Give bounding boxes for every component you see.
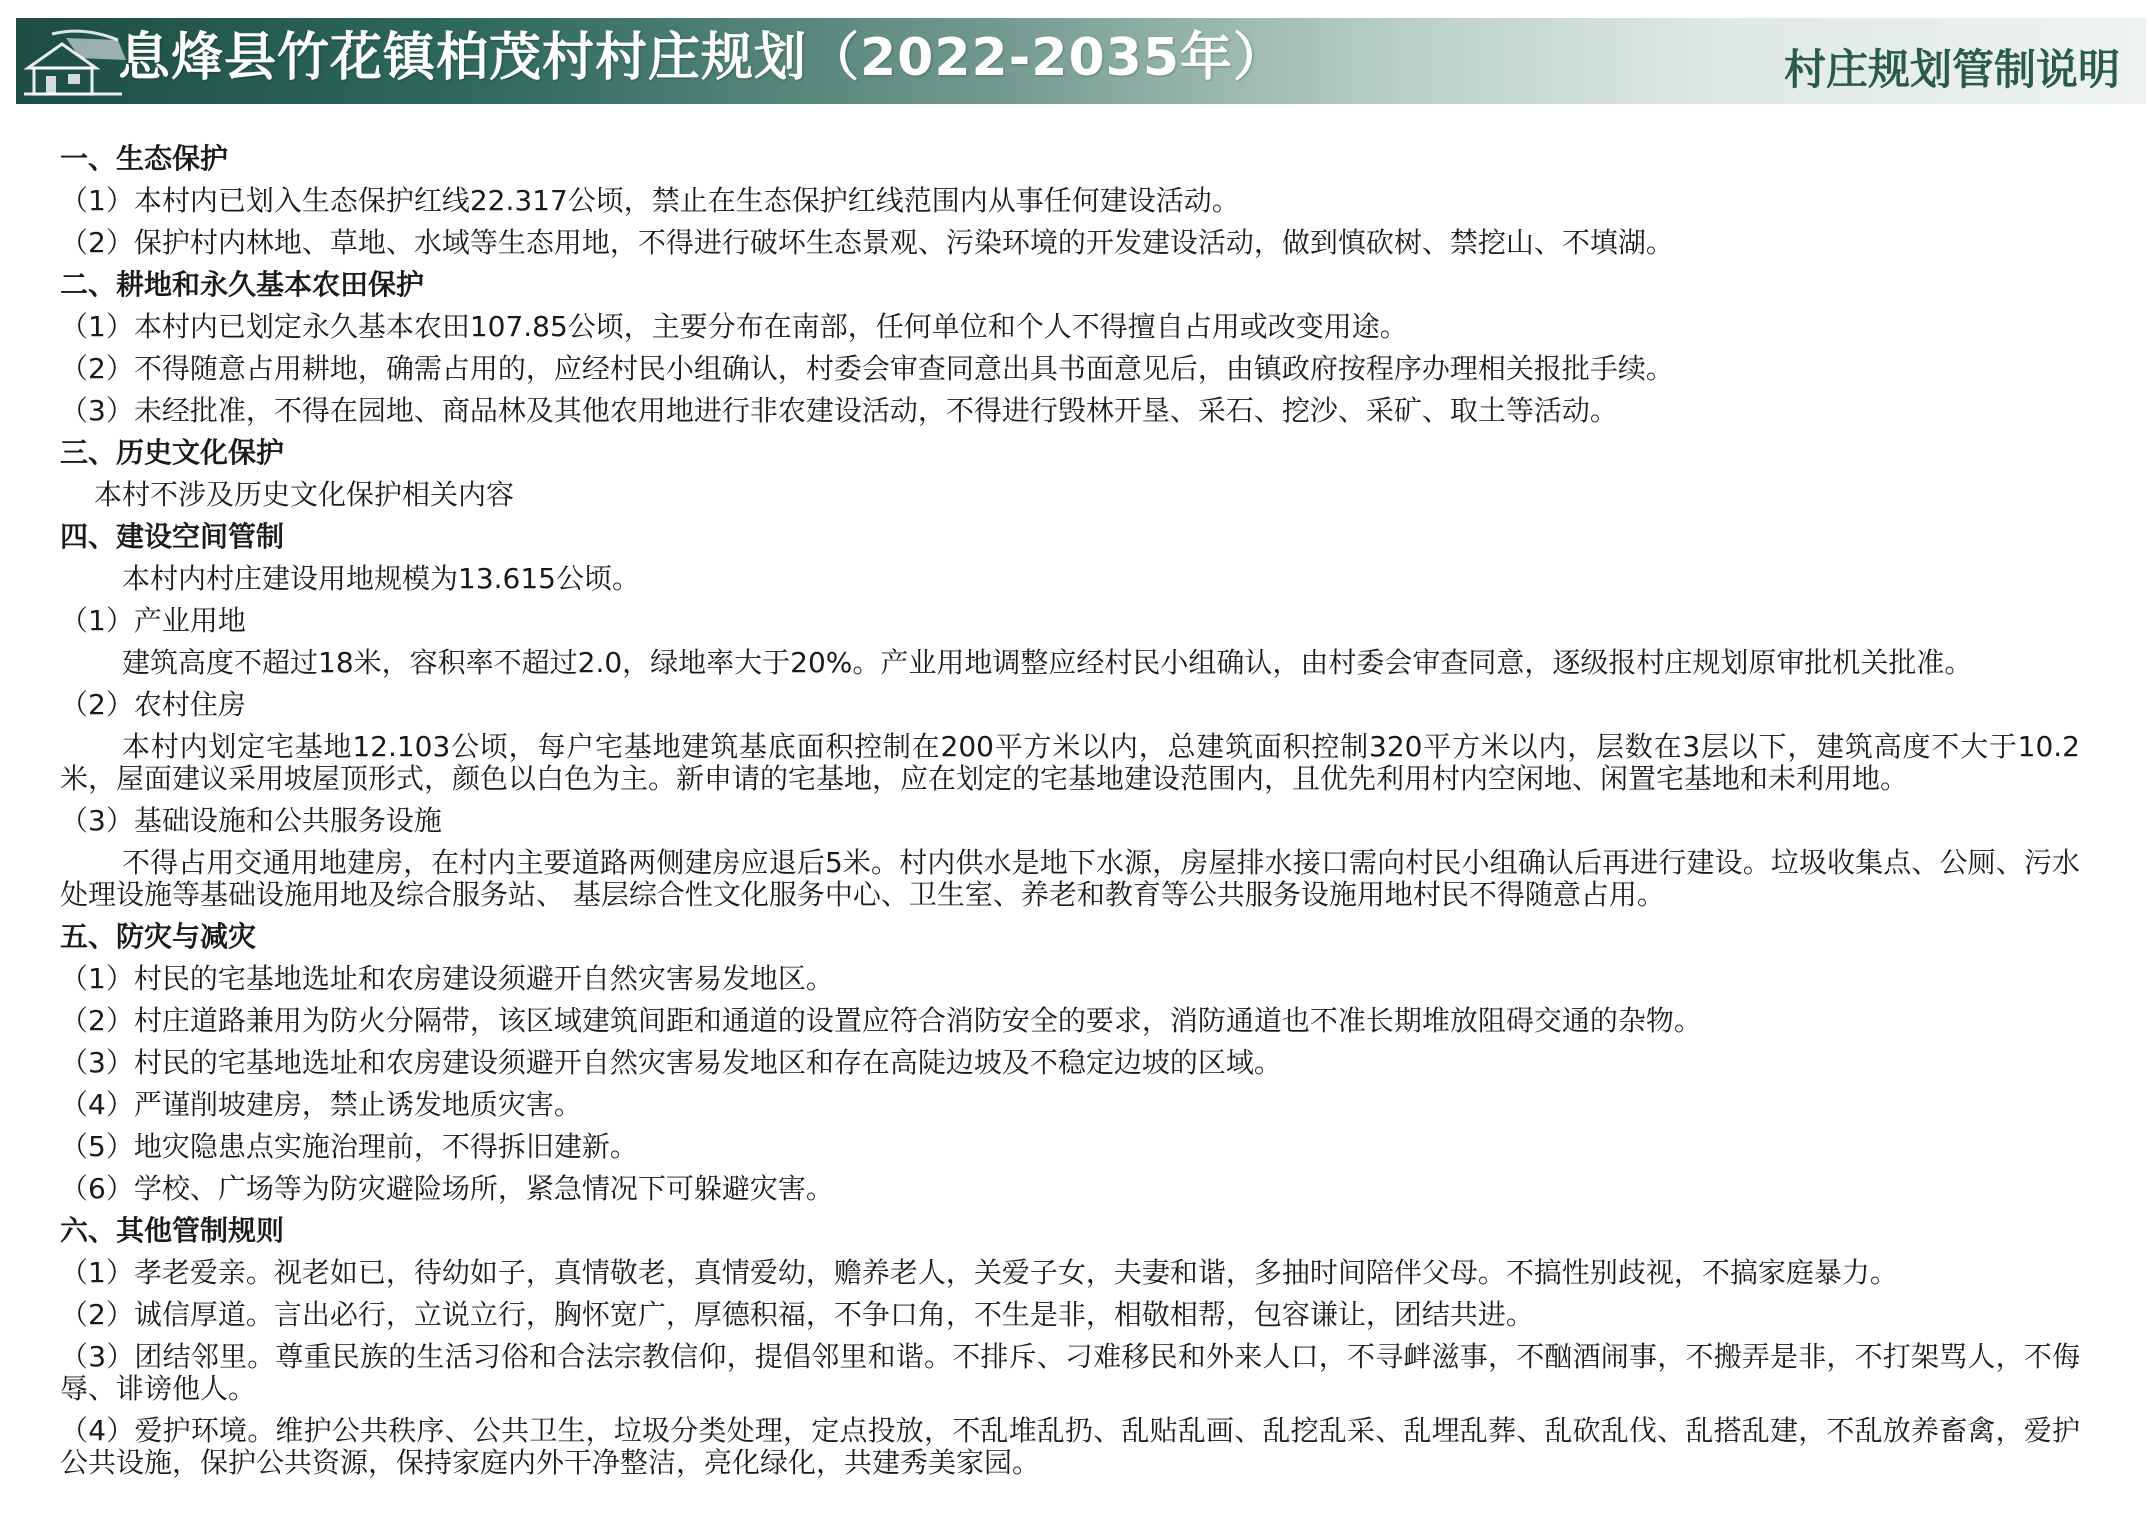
list-item: （1）孝老爱亲。视老如已，待幼如子，真情敬老，真情爱幼，赡养老人，关爱子女，夫妻和谐，多抽时间陪伴父母。不搞性别歧视，不搞家庭暴力。: [60, 1256, 1898, 1289]
section-intro: 本村内村庄建设用地规模为13.615公顷。: [122, 562, 640, 595]
list-item: （2）保护村内林地、草地、水域等生态用地，不得进行破坏生态景观、污染环境的开发建设活动，做到慎砍树、禁挖山、不填湖。: [60, 226, 1674, 259]
section-heading-disaster: 五、防灾与减灾: [60, 920, 257, 953]
subsection-heading: （3）基础设施和公共服务设施: [60, 804, 442, 837]
section-heading-other-rules: 六、其他管制规则: [60, 1214, 285, 1247]
list-item: （6）学校、广场等为防灾避险场所，紧急情况下可躲避灾害。: [60, 1172, 834, 1205]
list-item: （1）本村内已划定永久基本农田107.85公顷，主要分布在南部，任何单位和个人不得擅自占用或改变用途。: [60, 310, 1408, 343]
list-item: （1）本村内已划入生态保护红线22.317公顷，禁止在生态保护红线范围内从事任何建设活动。: [60, 184, 1240, 217]
subsection-heading: （1）产业用地: [60, 604, 246, 637]
village-house-icon: [22, 24, 132, 102]
section-heading-heritage: 三、历史文化保护: [60, 436, 285, 469]
subsection-text: 建筑高度不超过18米，容积率不超过2.0，绿地率大于20%。产业用地调整应经村民小组确认，由村委会审查同意，逐级报村庄规划原审批机关批准。: [122, 646, 1973, 679]
section-subtitle: 村庄规划管制说明: [1783, 45, 2120, 94]
list-item: （3）村民的宅基地选址和农房建设须避开自然灾害易发地区和存在高陡边坡及不稳定边坡的区域。: [60, 1046, 1282, 1079]
subsection-heading: （2）农村住房: [60, 688, 246, 721]
list-item: （2）不得随意占用耕地，确需占用的，应经村民小组确认，村委会审查同意出具书面意见后，由镇政府按程序办理相关报批手续。: [60, 352, 1674, 385]
list-item: （3）未经批准，不得在园地、商品林及其他农用地进行非农建设活动，不得进行毁林开垦、采石、挖沙、采矿、取土等活动。: [60, 394, 1618, 427]
list-item: （5）地灾隐患点实施治理前，不得拆旧建新。: [60, 1130, 638, 1163]
list-item: 本村不涉及历史文化保护相关内容: [94, 478, 515, 511]
document-body: [60, 138, 2080, 1484]
list-item: （4）严谨削坡建房，禁止诱发地质灾害。: [60, 1088, 582, 1121]
list-item: （2）村庄道路兼用为防火分隔带，该区域建筑间距和通道的设置应符合消防安全的要求，消防通道也不准长期堆放阻碍交通的杂物。: [60, 1004, 1702, 1037]
list-item: （1）村民的宅基地选址和农房建设须避开自然灾害易发地区。: [60, 962, 834, 995]
list-item: （4）爱护环境。维护公共秩序、公共卫生，垃圾分类处理，定点投放，不乱堆乱扔、乱贴乱画、乱挖乱采、乱埋乱葬、乱砍乱伐、乱搭乱建，不乱放养畜禽，爱护公共设施，保护公共资源，保持家庭内外干净整洁，亮化绿化，共建秀美家园。: [60, 1414, 2080, 1479]
page-title: 息烽县竹花镇柏茂村村庄规划（2022-2035年）: [118, 28, 1287, 88]
list-item: （3）团结邻里。尊重民族的生活习俗和合法宗教信仰，提倡邻里和谐。不排斥、刁难移民和外来人口，不寻衅滋事，不酗酒闹事，不搬弄是非，不打架骂人，不侮辱、诽谤他人。: [60, 1340, 2080, 1405]
list-item: （2）诚信厚道。言出必行，立说立行，胸怀宽广，厚德积福，不争口角，不生是非，相敬相帮，包容谦让，团结共进。: [60, 1298, 1534, 1331]
section-heading-ecology: 一、生态保护: [60, 142, 229, 175]
subsection-text: 不得占用交通用地建房，在村内主要道路两侧建房应退后5米。村内供水是地下水源，房屋排水接口需向村民小组确认后再进行建设。垃圾收集点、公厕、污水处理设施等基础设施用地及综合服务站、 基层综合性文化服务中心、卫生室、养老和教育等公共服务设施用地村民不得随意占用。: [60, 846, 2080, 911]
header-banner: [16, 18, 2146, 104]
section-heading-construction: 四、建设空间管制: [60, 520, 285, 553]
subsection-text: 本村内划定宅基地12.103公顷，每户宅基地建筑基底面积控制在200平方米以内，总建筑面积控制320平方米以内，层数在3层以下，建筑高度不大于10.2米，屋面建议采用坡屋顶形式，颜色以白色为主。新申请的宅基地，应在划定的宅基地建设范围内，且优先利用村内空闲地、闲置宅基地和未利用地。: [60, 730, 2080, 795]
section-heading-farmland: 二、耕地和永久基本农田保护: [60, 268, 425, 301]
